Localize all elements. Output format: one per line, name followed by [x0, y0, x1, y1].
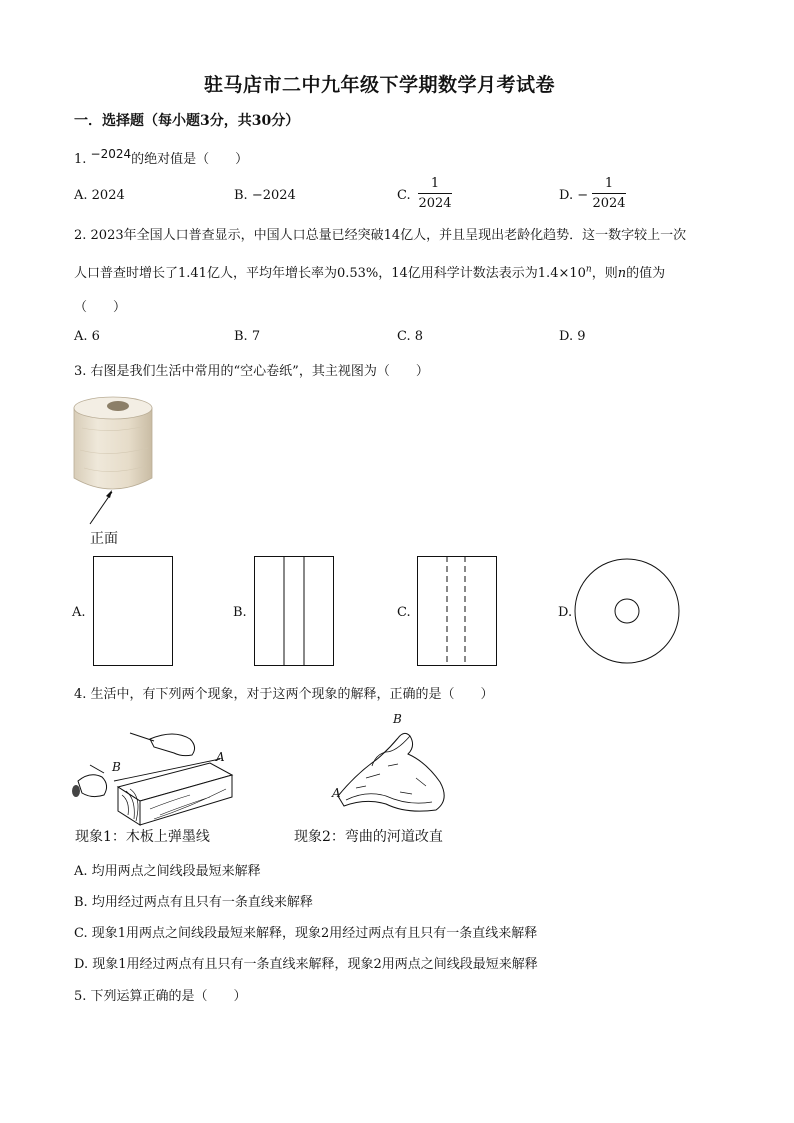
option-b[interactable]: B. 均用经过两点有且只有一条直线来解释	[74, 895, 313, 910]
exponent: n	[585, 264, 592, 275]
question-2-text-b: ，则	[591, 266, 618, 281]
point-b-label: B	[393, 712, 402, 726]
variable-n: n	[617, 266, 627, 281]
option-d-fraction	[592, 176, 626, 211]
question-2-text-a: 人口普查时增长了1.41亿人，平均年增长率为0.53%，14亿用科学计数法表示为1.4×10	[74, 266, 586, 281]
fraction-bar	[592, 193, 626, 194]
option-a-figure	[93, 556, 173, 666]
question-2-text-c: 的值为	[626, 266, 666, 281]
question-2-line-1: 2. 2023年全国人口普查显示，中国人口总量已经突破14亿人，并且呈现出老龄化趋势．这一数字较上一次	[74, 228, 687, 243]
question-5: 5. 下列运算正确的是（ ）	[74, 989, 247, 1004]
option-b[interactable]: B. 7	[234, 329, 261, 344]
option-c-fraction	[418, 176, 452, 211]
option-d[interactable]: D.	[558, 605, 573, 620]
point-b-label: B	[112, 760, 121, 774]
fraction-bar	[418, 193, 452, 194]
fraction-denominator: 2024	[418, 196, 452, 211]
option-b-figure	[254, 556, 334, 666]
fraction-numerator: 1	[430, 176, 440, 191]
question-text: 的绝对值是（ ）	[131, 152, 249, 167]
figure-2-caption: 现象2：弯曲的河道改直	[294, 829, 443, 845]
option-a[interactable]: A. 6	[74, 329, 100, 344]
fraction-denominator: 2024	[592, 196, 626, 211]
option-b[interactable]: B.	[233, 605, 247, 620]
option-d[interactable]: D. 现象1用经过两点有且只有一条直线来解释，现象2用两点之间线段最短来解释	[74, 957, 538, 972]
option-d[interactable]: D. 9	[559, 329, 586, 344]
point-a-label: A	[216, 750, 225, 764]
math-expression: −2024	[90, 147, 132, 161]
figure-1-caption: 现象1：木板上弹墨线	[75, 829, 210, 845]
point-a-label: A	[332, 786, 341, 800]
page-title: 驻马店市二中九年级下学期数学月考试卷	[204, 74, 556, 96]
question-number: 1.	[74, 152, 87, 167]
option-c[interactable]: C.	[397, 605, 411, 620]
option-c[interactable]: C. 现象1用两点之间线段最短来解释，现象2用经过两点有且只有一条直线来解释	[74, 926, 538, 941]
question-2-line-3: （ ）	[74, 300, 127, 315]
front-label: 正面	[90, 531, 118, 547]
section-heading: 一．选择题（每小题3分，共30分）	[74, 113, 300, 129]
question-2-line-2	[74, 262, 665, 281]
option-d-label[interactable]: D. −	[559, 188, 589, 203]
question-3: 3. 右图是我们生活中常用的“空心卷纸”，其主视图为（ ）	[74, 364, 429, 379]
option-c-label[interactable]: C.	[397, 188, 411, 203]
question-1	[74, 148, 248, 167]
question-4: 4. 生活中，有下列两个现象，对于这两个现象的解释，正确的是（ ）	[74, 687, 494, 702]
river-illustration	[326, 722, 456, 822]
option-a[interactable]: A.	[72, 605, 86, 620]
option-c-figure	[417, 556, 497, 666]
option-d-figure	[574, 556, 680, 666]
option-a[interactable]: A. 2024	[74, 188, 125, 203]
fraction-numerator: 1	[604, 176, 614, 191]
option-c[interactable]: C. 8	[397, 329, 424, 344]
woodworking-illustration	[70, 725, 240, 825]
option-b[interactable]: B. −2024	[234, 188, 296, 203]
toilet-roll-illustration	[60, 388, 170, 528]
option-a[interactable]: A. 均用两点之间线段最短来解释	[74, 864, 261, 879]
